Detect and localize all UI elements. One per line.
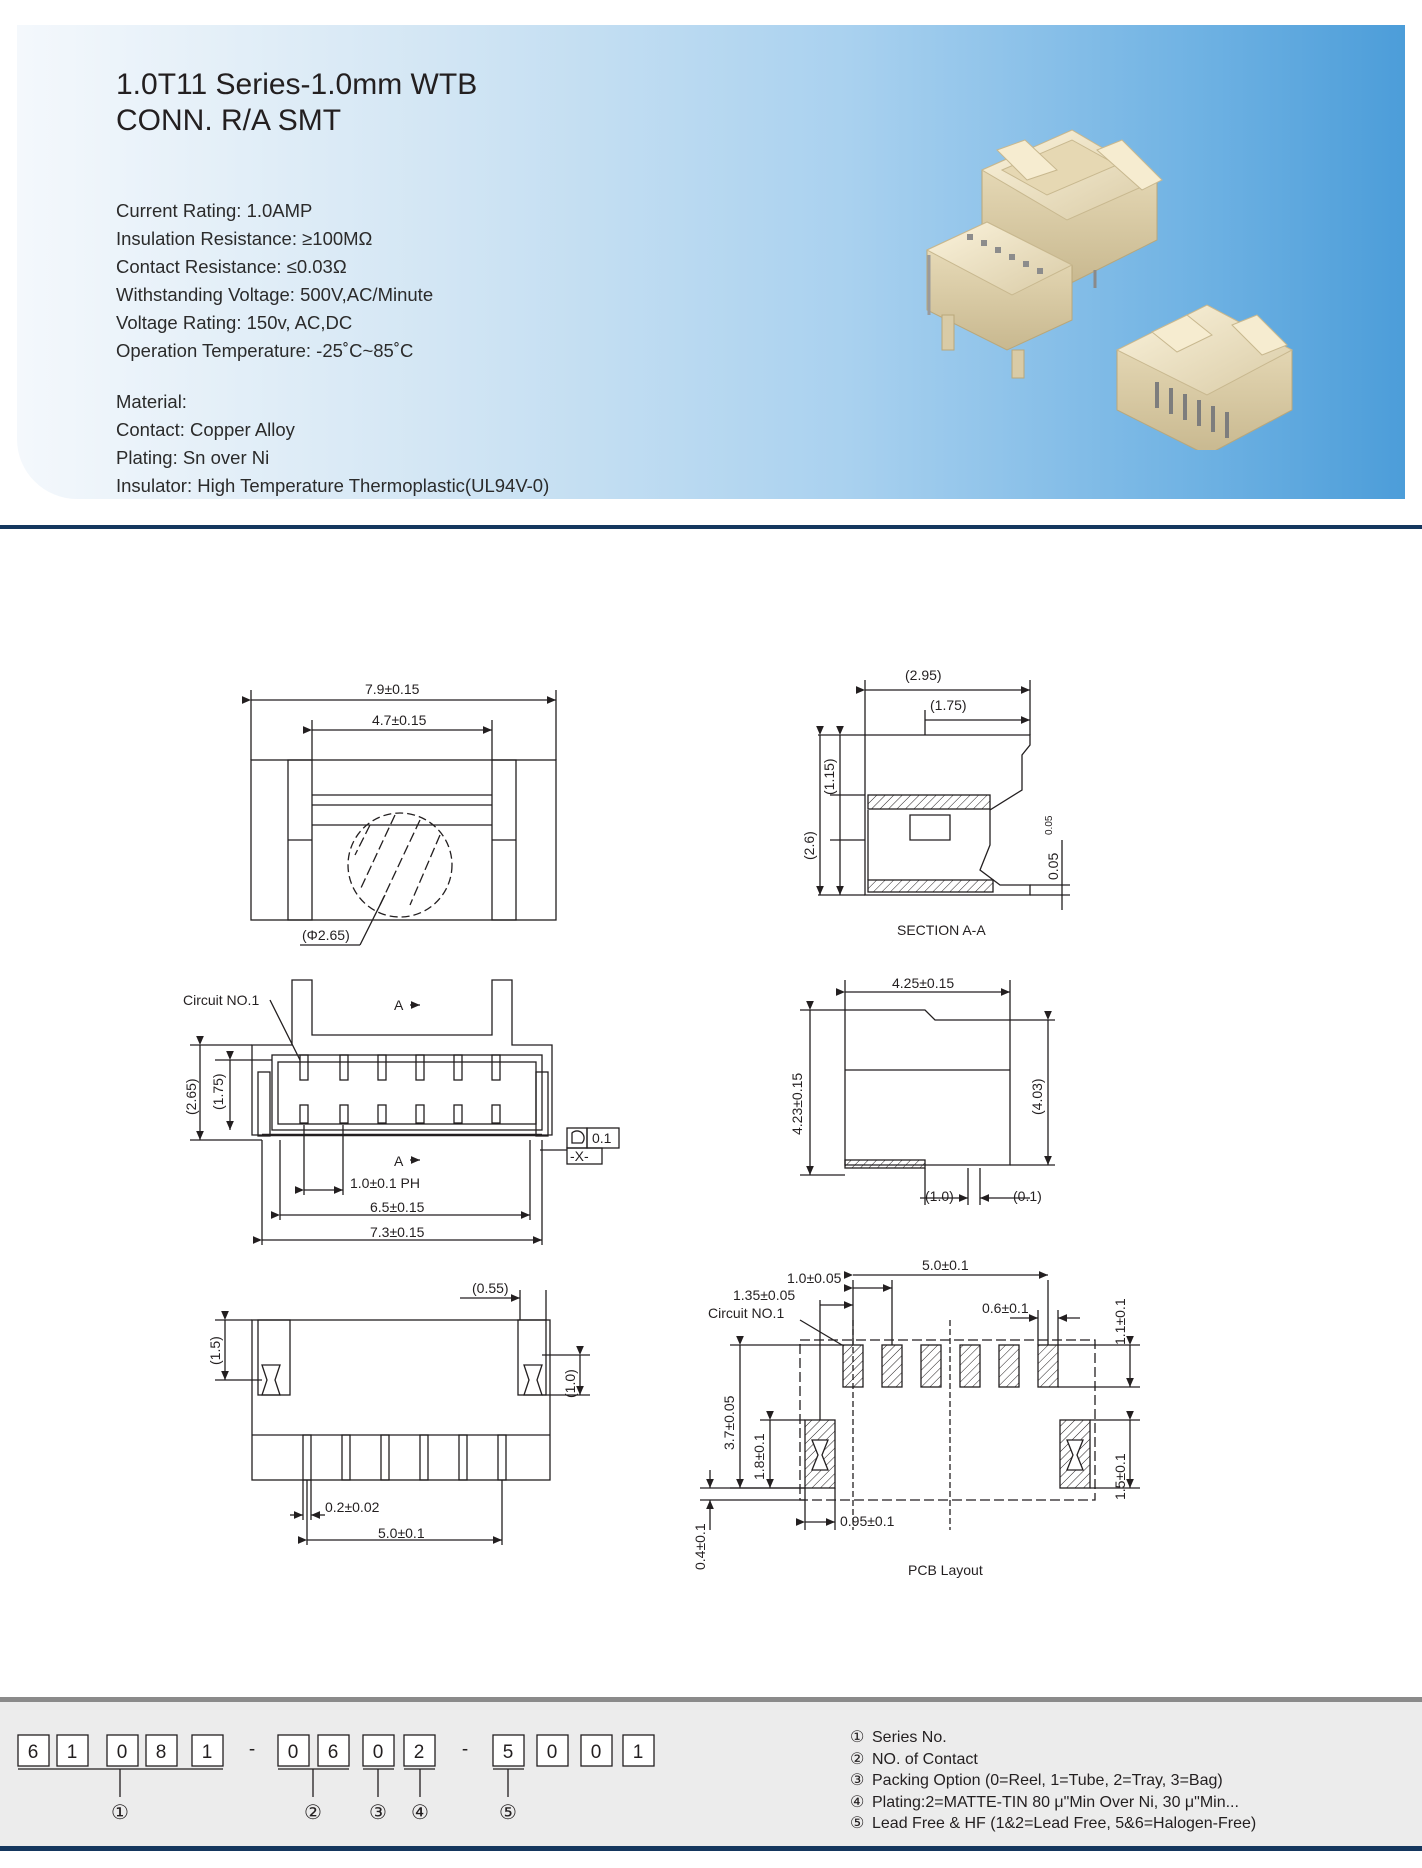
spec-current-rating: Current Rating: 1.0AMP [116, 200, 313, 221]
dim-pcb-37: 3.7±0.05 [721, 1395, 737, 1450]
legend-item: ③ Packing Option (0=Reel, 1=Tube, 2=Tray, 3=Bag) [850, 1772, 1223, 1789]
dim-side-01: (0.1) [1013, 1188, 1042, 1204]
part-number-diagram [0, 1697, 820, 1847]
spec-contact-resistance: Contact Resistance: ≤0.03Ω [116, 256, 347, 277]
dim-sec-175: (1.75) [930, 697, 967, 713]
pn-dash: - [461, 1739, 469, 1760]
top-view-drawing [251, 690, 556, 945]
pn-marker-1: ① [111, 1802, 129, 1824]
dim-front-profile-tol: 0.1 [592, 1130, 612, 1146]
dim-bottom-10: (1.0) [562, 1369, 578, 1398]
bottom-view-drawing [215, 1290, 590, 1545]
dim-pcb-15: 1.5±0.1 [1112, 1453, 1128, 1500]
front-section-a-bottom: A [394, 1153, 404, 1169]
dim-pcb-10: 1.0±0.05 [787, 1270, 842, 1286]
front-section-a-top: A [394, 997, 404, 1013]
pn-digit: 2 [413, 1742, 425, 1763]
dim-front-73: 7.3±0.15 [370, 1224, 425, 1240]
dim-pcb-18: 1.8±0.1 [751, 1433, 767, 1480]
legend-item: ⑤ Lead Free & HF (1&2=Lead Free, 5&6=Halogen-Free) [850, 1815, 1257, 1832]
spec-voltage-rating: Voltage Rating: 150v, AC,DC [116, 312, 353, 333]
pn-digit: 8 [155, 1742, 167, 1763]
pn-digit: 0 [372, 1742, 384, 1763]
material-heading: Material: [116, 391, 187, 412]
legend-item: ① Series No. [850, 1729, 947, 1746]
dim-side-425: 4.25±0.15 [892, 975, 955, 991]
dim-side-403: (4.03) [1029, 1078, 1045, 1115]
dim-top-overall: 7.9±0.15 [365, 681, 420, 697]
dim-front-265: (2.65) [183, 1078, 199, 1115]
pn-marker-3: ③ [369, 1802, 387, 1824]
dim-sec-115: (1.15) [821, 758, 837, 795]
dim-sec-005a: 0.05 [1045, 852, 1061, 880]
dim-pcb-095: 0.95±0.1 [840, 1513, 895, 1529]
material-insulator: Insulator: High Temperature Thermoplastic(UL94V-0) [116, 475, 550, 496]
dim-pcb-06: 0.6±0.1 [982, 1300, 1029, 1316]
pcb-layout-title: PCB Layout [908, 1562, 983, 1578]
dim-pcb-11: 1.1±0.1 [1112, 1298, 1128, 1345]
dim-bottom-50: 5.0±0.1 [378, 1525, 425, 1541]
pn-digit: 5 [502, 1742, 514, 1763]
dim-top-phi: (Φ2.65) [302, 927, 350, 943]
pn-marker-4: ④ [411, 1802, 429, 1824]
dim-bottom-055: (0.55) [472, 1280, 509, 1296]
spec-insulation-resistance: Insulation Resistance: ≥100MΩ [116, 228, 373, 249]
pn-marker-2: ② [304, 1802, 322, 1824]
title-line-2: CONN. R/A SMT [116, 104, 342, 137]
side-view-drawing [800, 980, 1055, 1205]
pn-digit: 0 [116, 1742, 128, 1763]
title-line-1: 1.0T11 Series-1.0mm WTB [116, 68, 478, 101]
section-view-drawing [818, 680, 1070, 910]
dim-pcb-135: 1.35±0.05 [733, 1287, 796, 1303]
front-circuit-no1-label: Circuit NO.1 [183, 992, 260, 1008]
dim-pcb-50: 5.0±0.1 [922, 1257, 969, 1273]
pn-digit: 1 [201, 1742, 213, 1763]
dim-sec-295: (2.95) [905, 667, 942, 683]
dim-pcb-04: 0.4±0.1 [692, 1523, 708, 1570]
legend-item: ④ Plating:2=MATTE-TIN 80 μ"Min Over Ni, 30 μ"Min... [850, 1793, 1239, 1811]
material-plating: Plating: Sn over Ni [116, 447, 270, 468]
legend-item: ② NO. of Contact [850, 1750, 978, 1768]
pn-digit: 0 [287, 1742, 299, 1763]
pn-digit: 6 [27, 1742, 39, 1763]
dim-sec-26: (2.6) [801, 831, 817, 860]
section-a-a-title: SECTION A-A [897, 922, 986, 938]
pn-marker-5: ⑤ [499, 1802, 517, 1824]
dim-side-10: (1.0) [925, 1188, 954, 1204]
pn-digit: 6 [327, 1742, 339, 1763]
footer-bottom-rule [0, 1846, 1422, 1851]
dim-sec-005b: 0.05 [1044, 815, 1055, 835]
dim-top-inner: 4.7±0.15 [372, 712, 427, 728]
pn-digit: 0 [546, 1742, 558, 1763]
pn-dash: - [248, 1739, 256, 1760]
dim-side-423: 4.23±0.15 [789, 1072, 805, 1135]
pn-digit: 0 [590, 1742, 602, 1763]
pcb-circuit-no1-label: Circuit NO.1 [708, 1305, 785, 1321]
material-contact: Contact: Copper Alloy [116, 419, 295, 440]
spec-withstanding-voltage: Withstanding Voltage: 500V,AC/Minute [116, 284, 434, 305]
part-number-legend [850, 1727, 1256, 1835]
dim-front-65: 6.5±0.15 [370, 1199, 425, 1215]
dim-front-pitch: 1.0±0.1 PH [350, 1175, 420, 1191]
dim-bottom-15: (1.5) [207, 1336, 223, 1365]
spec-operation-temperature: Operation Temperature: -25˚C~85˚C [116, 340, 414, 361]
dim-front-175: (1.75) [210, 1073, 226, 1110]
pn-digit: 1 [66, 1742, 78, 1763]
dim-bottom-02: 0.2±0.02 [325, 1499, 380, 1515]
dim-front-datum-x: -X- [570, 1148, 589, 1164]
pn-digit: 1 [632, 1742, 644, 1763]
part-number-footer [0, 1697, 1422, 1850]
